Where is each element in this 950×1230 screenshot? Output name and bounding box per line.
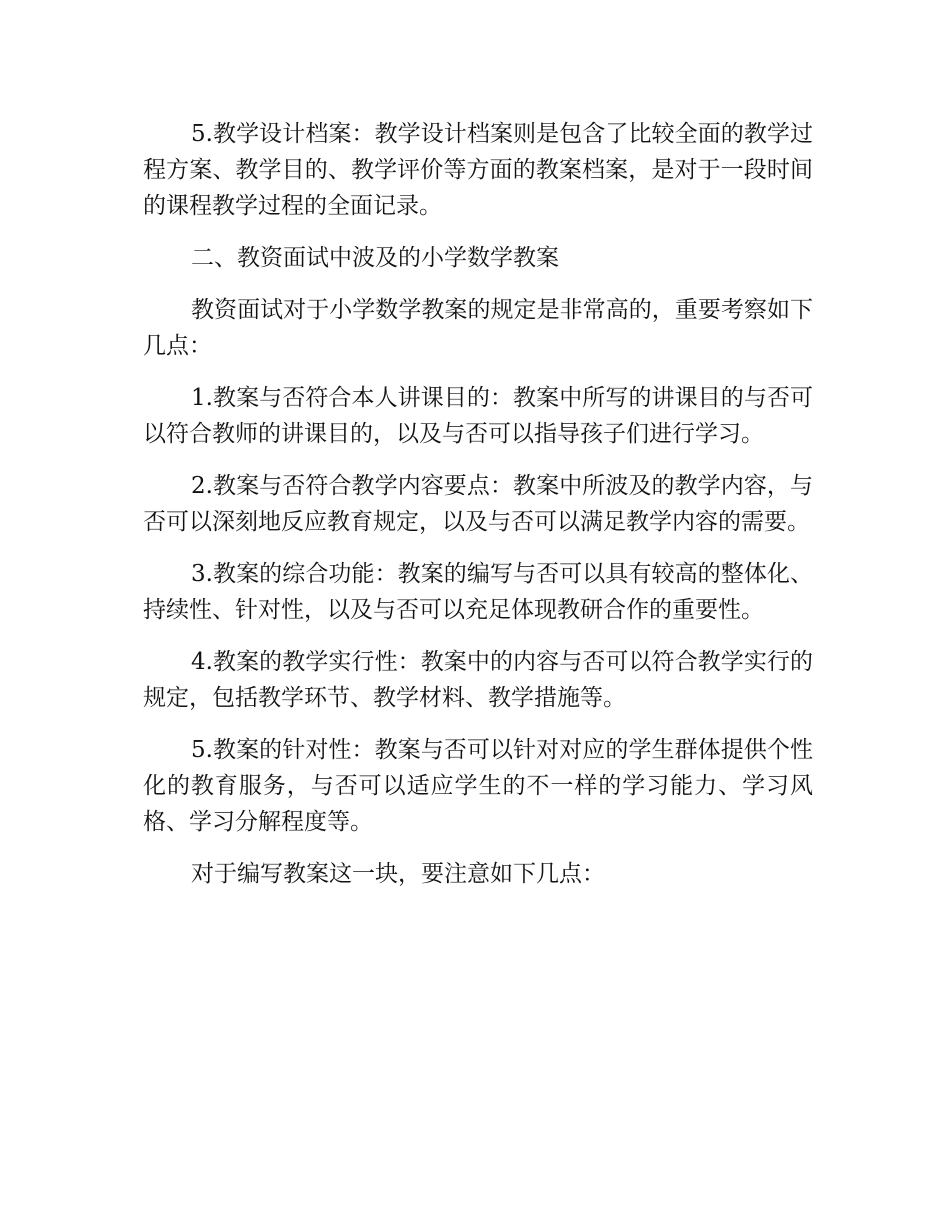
paragraph-teaching-design-archive: 5.教学设计档案：教学设计档案则是包含了比较全面的教学过程方案、教学目的、教学评价等方面的教案档案，是对于一段时间的课程教学过程的全面记录。 [143,121,813,219]
paragraph-interview-requirements: 教资面试对于小学数学教案的规定是非常高的，重要考察如下几点： [143,297,813,359]
paragraph-point-2: 2.教案与否符合教学内容要点：教案中所波及的教学内容，与否可以深刻地反应教育规定，以及与否可以满足教学内容的需要。 [143,473,813,535]
paragraph-writing-notes: 对于编写教案这一块，要注意如下几点： [191,861,605,887]
document-page [143,116,813,908]
paragraph-point-5: 5.教案的针对性：教案与否可以针对对应的学生群体提供个性化的教育服务，与否可以适应学生的不一样的学习能力、学习风格、学习分解程度等。 [143,737,813,835]
paragraph-point-1: 1.教案与否符合本人讲课目的：教案中所写的讲课目的与否可以符合教师的讲课目的，以及与否可以指导孩子们进行学习。 [143,385,813,447]
paragraph-point-4: 4.教案的教学实行性：教案中的内容与否可以符合教学实行的规定，包括教学环节、教学材料、教学措施等。 [143,649,813,711]
paragraph-point-3: 3.教案的综合功能：教案的编写与否可以具有较高的整体化、持续性、针对性，以及与否可以充足体现教研合作的重要性。 [143,561,813,623]
section-heading-interview-lesson-plans: 二、教资面试中波及的小学数学教案 [191,245,559,271]
